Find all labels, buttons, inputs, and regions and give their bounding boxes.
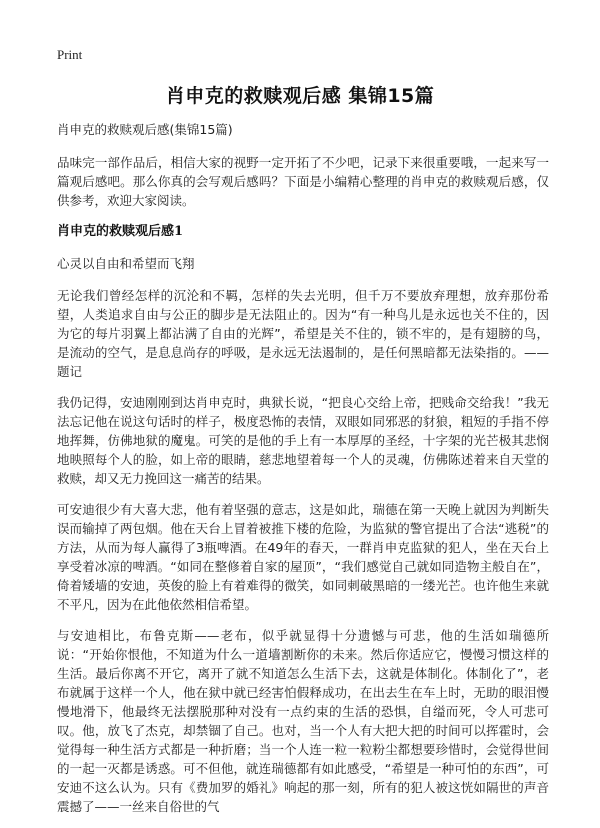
document-subtitle: 肖申克的救赎观后感(集锦15篇): [57, 122, 233, 137]
print-link[interactable]: Print: [57, 47, 83, 62]
body-paragraph: 与安迪相比，布鲁克斯——老布，似乎就显得十分遗憾与可悲，他的生活如瑞德所说：“开始你恨他，不知道为什么一道墙割断你的未来。然后你适应它，慢慢习惯这样的生活。最后你离不开它，离开了就不知道怎么生活下去，这就是体制化。体制化了”，老布就属于这样一个人，他在狱中就已经害怕假释成功，在出去生在车上时，无助的眼泪慢慢地滑下，他最终无法摆脱那种对没有一点约束的生活的恐惧，自缢而死，令人可悲可叹。他，放飞了杰克，却禁锢了自己。也对，当一个人有大把大把的时间可以挥霍时，会觉得每一种生活方式都是一种折磨；当一个人连一粒一粒粉尘都想要珍惜时，会觉得世间的一起一灭都是诱惑。可不但他，就连瑞德都有如此感受，“希望是一种可怕的东西”，可安迪不这么认为。只有《费加罗的婚礼》响起的那一刻，所有的犯人被这恍如隔世的声音震撼了——一丝来自俗世的气: [57, 628, 549, 814]
body-paragraph: 我仍记得，安迪刚刚到达肖申克时，典狱长说，“把良心交给上帝，把贱命交给我！”我无法忘记他在说这句话时的样子，极度恐怖的表情，双眼如同邪恶的豺狼，粗短的手指不停地挥舞，仿佛地狱的魔鬼。可笑的是他的手上有一本厚厚的圣经，十字架的光芒极其悲悯地映照每个人的脸，如上帝的眼睛，慈悲地望着每一个人的灵魂，仿佛陈述着来自天堂的救赎，却又无力挽回这一痛苦的结果。: [57, 395, 549, 486]
intro-paragraph: 品味完一部作品后，相信大家的视野一定开拓了不少吧，记录下来很重要哦，一起来写一篇观后感吧。那么你真的会写观后感吗？下面是小编精心整理的肖申克的救赎观后感，仅供参考，欢迎大家阅读。: [57, 155, 549, 208]
section-heading: 肖申克的救赎观后感1: [57, 224, 184, 239]
document-title: 肖申克的救赎观后感 集锦15篇: [165, 85, 435, 107]
body-paragraph: 可安迪很少有大喜大悲，他有着坚强的意志，这是如此，瑞德在第一天晚上就因为判断失误而输掉了两包烟。他在天台上冒着被推下楼的危险，为监狱的警官提出了合法“逃税”的方法，从而为每人赢得了3瓶啤酒。在49年的春天，一群肖申克监狱的犯人，坐在天台上享受着冰凉的啤酒。“如同在整修着自家的屋顶”，“我们感觉自己就如同造物主般自在”，倚着矮墙的安迪，英俊的脸上有着难得的微笑，如同刺破黑暗的一缕光芒。也许他生来就不平凡，因为在此他依然相信希望。: [57, 502, 549, 612]
body-paragraph: 无论我们曾经怎样的沉沦和不羁，怎样的失去光明，但千万不要放弃理想，放弃那份希望，人类追求自由与公正的脚步是无法阻止的。因为“有一种鸟儿是永远也关不住的，因为它的每片羽翼上都沾满了自由的光辉”，希望是关不住的，锁不牢的，是有翅膀的鸟，是流动的空气，是息息尚存的呼吸，是永远无法遏制的，是任何黑暗都无法染指的。——题记: [57, 288, 549, 379]
document-body: [57, 120, 549, 828]
section-subheading: 心灵以自由和希望而飞翔: [57, 256, 195, 271]
